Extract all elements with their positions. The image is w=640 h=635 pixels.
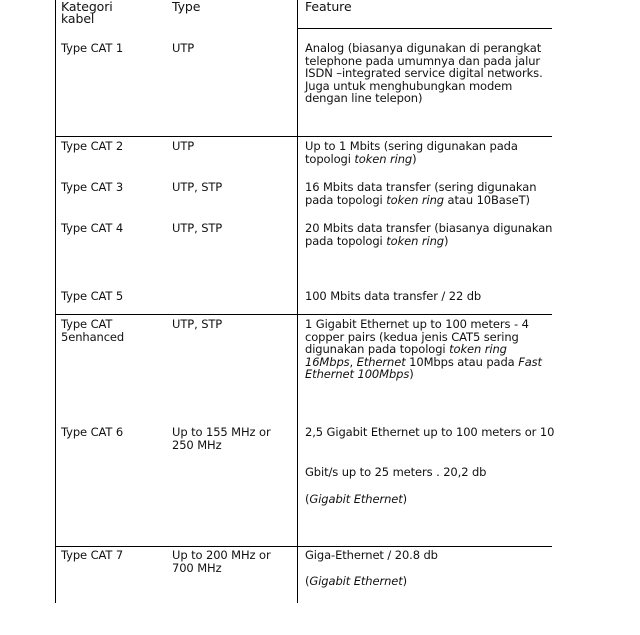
table-header-divider: [297, 28, 552, 29]
row-cat2-kategori: Type CAT 2: [61, 139, 124, 153]
row-cat4-type: UTP, STP: [172, 221, 223, 235]
row-cat1-type: UTP: [172, 41, 195, 55]
row-cat2-feature: Up to 1 Mbits (sering digunakan pada topologi token ring): [305, 139, 518, 166]
header-feature: Feature: [305, 0, 352, 14]
row-cat4-feature: 20 Mbits data transfer (biasanya digunakan pada topologi token ring): [305, 221, 553, 248]
row-cat1-feature: Analog (biasanya digunakan di perangkat telephone pada umumnya dan pada jalur ISDN –integrated service digital networks. Juga untuk menghubungkan modem dengan line telepon): [305, 41, 543, 105]
row-cat3-feature: 16 Mbits data transfer (sering digunakan pada topologi token ring atau 10BaseT): [305, 180, 537, 207]
row-cat6-feature-line1: 2,5 Gigabit Ethernet up to 100 meters or 10: [305, 425, 555, 439]
row-cat5e-kategori: Type CAT 5enhanced: [61, 317, 125, 344]
row-cat3-kategori: Type CAT 3: [61, 180, 124, 194]
row-cat6-feature-line2: Gbit/s up to 25 meters . 20,2 db: [305, 465, 487, 479]
row-cat6-type: Up to 155 MHz or 250 MHz: [172, 425, 271, 452]
row-cat7-feature-line1: Giga-Ethernet / 20.8 db: [305, 548, 438, 562]
row-cat7-type: Up to 200 MHz or 700 MHz: [172, 548, 271, 575]
row-cat3-type: UTP, STP: [172, 180, 223, 194]
row-cat6-kategori: Type CAT 6: [61, 425, 124, 439]
table-row-divider: [55, 136, 552, 137]
row-cat6-feature-line3: (Gigabit Ethernet): [305, 492, 408, 506]
header-type: Type: [172, 0, 201, 14]
table-column-divider: [297, 0, 298, 603]
row-cat1-kategori: Type CAT 1: [61, 41, 124, 55]
row-cat5-feature: 100 Mbits data transfer / 22 db: [305, 289, 482, 303]
row-cat4-kategori: Type CAT 4: [61, 221, 124, 235]
row-cat5-kategori: Type CAT 5: [61, 289, 124, 303]
table-left-border: [55, 0, 56, 603]
row-cat7-feature-line2: (Gigabit Ethernet): [305, 574, 408, 588]
row-cat7-kategori: Type CAT 7: [61, 548, 124, 562]
table-row-divider: [55, 314, 552, 315]
table-row-divider: [55, 546, 552, 547]
header-kategori: Kategori kabel: [61, 0, 113, 26]
row-cat2-type: UTP: [172, 139, 195, 153]
row-cat5e-type: UTP, STP: [172, 317, 223, 331]
row-cat5e-feature: 1 Gigabit Ethernet up to 100 meters - 4 copper pairs (kedua jenis CAT5 sering digunakan pada topologi token ring 16Mbps, Ethernet 10Mbps atau pada Fast Ethernet 100Mbps): [305, 317, 542, 381]
